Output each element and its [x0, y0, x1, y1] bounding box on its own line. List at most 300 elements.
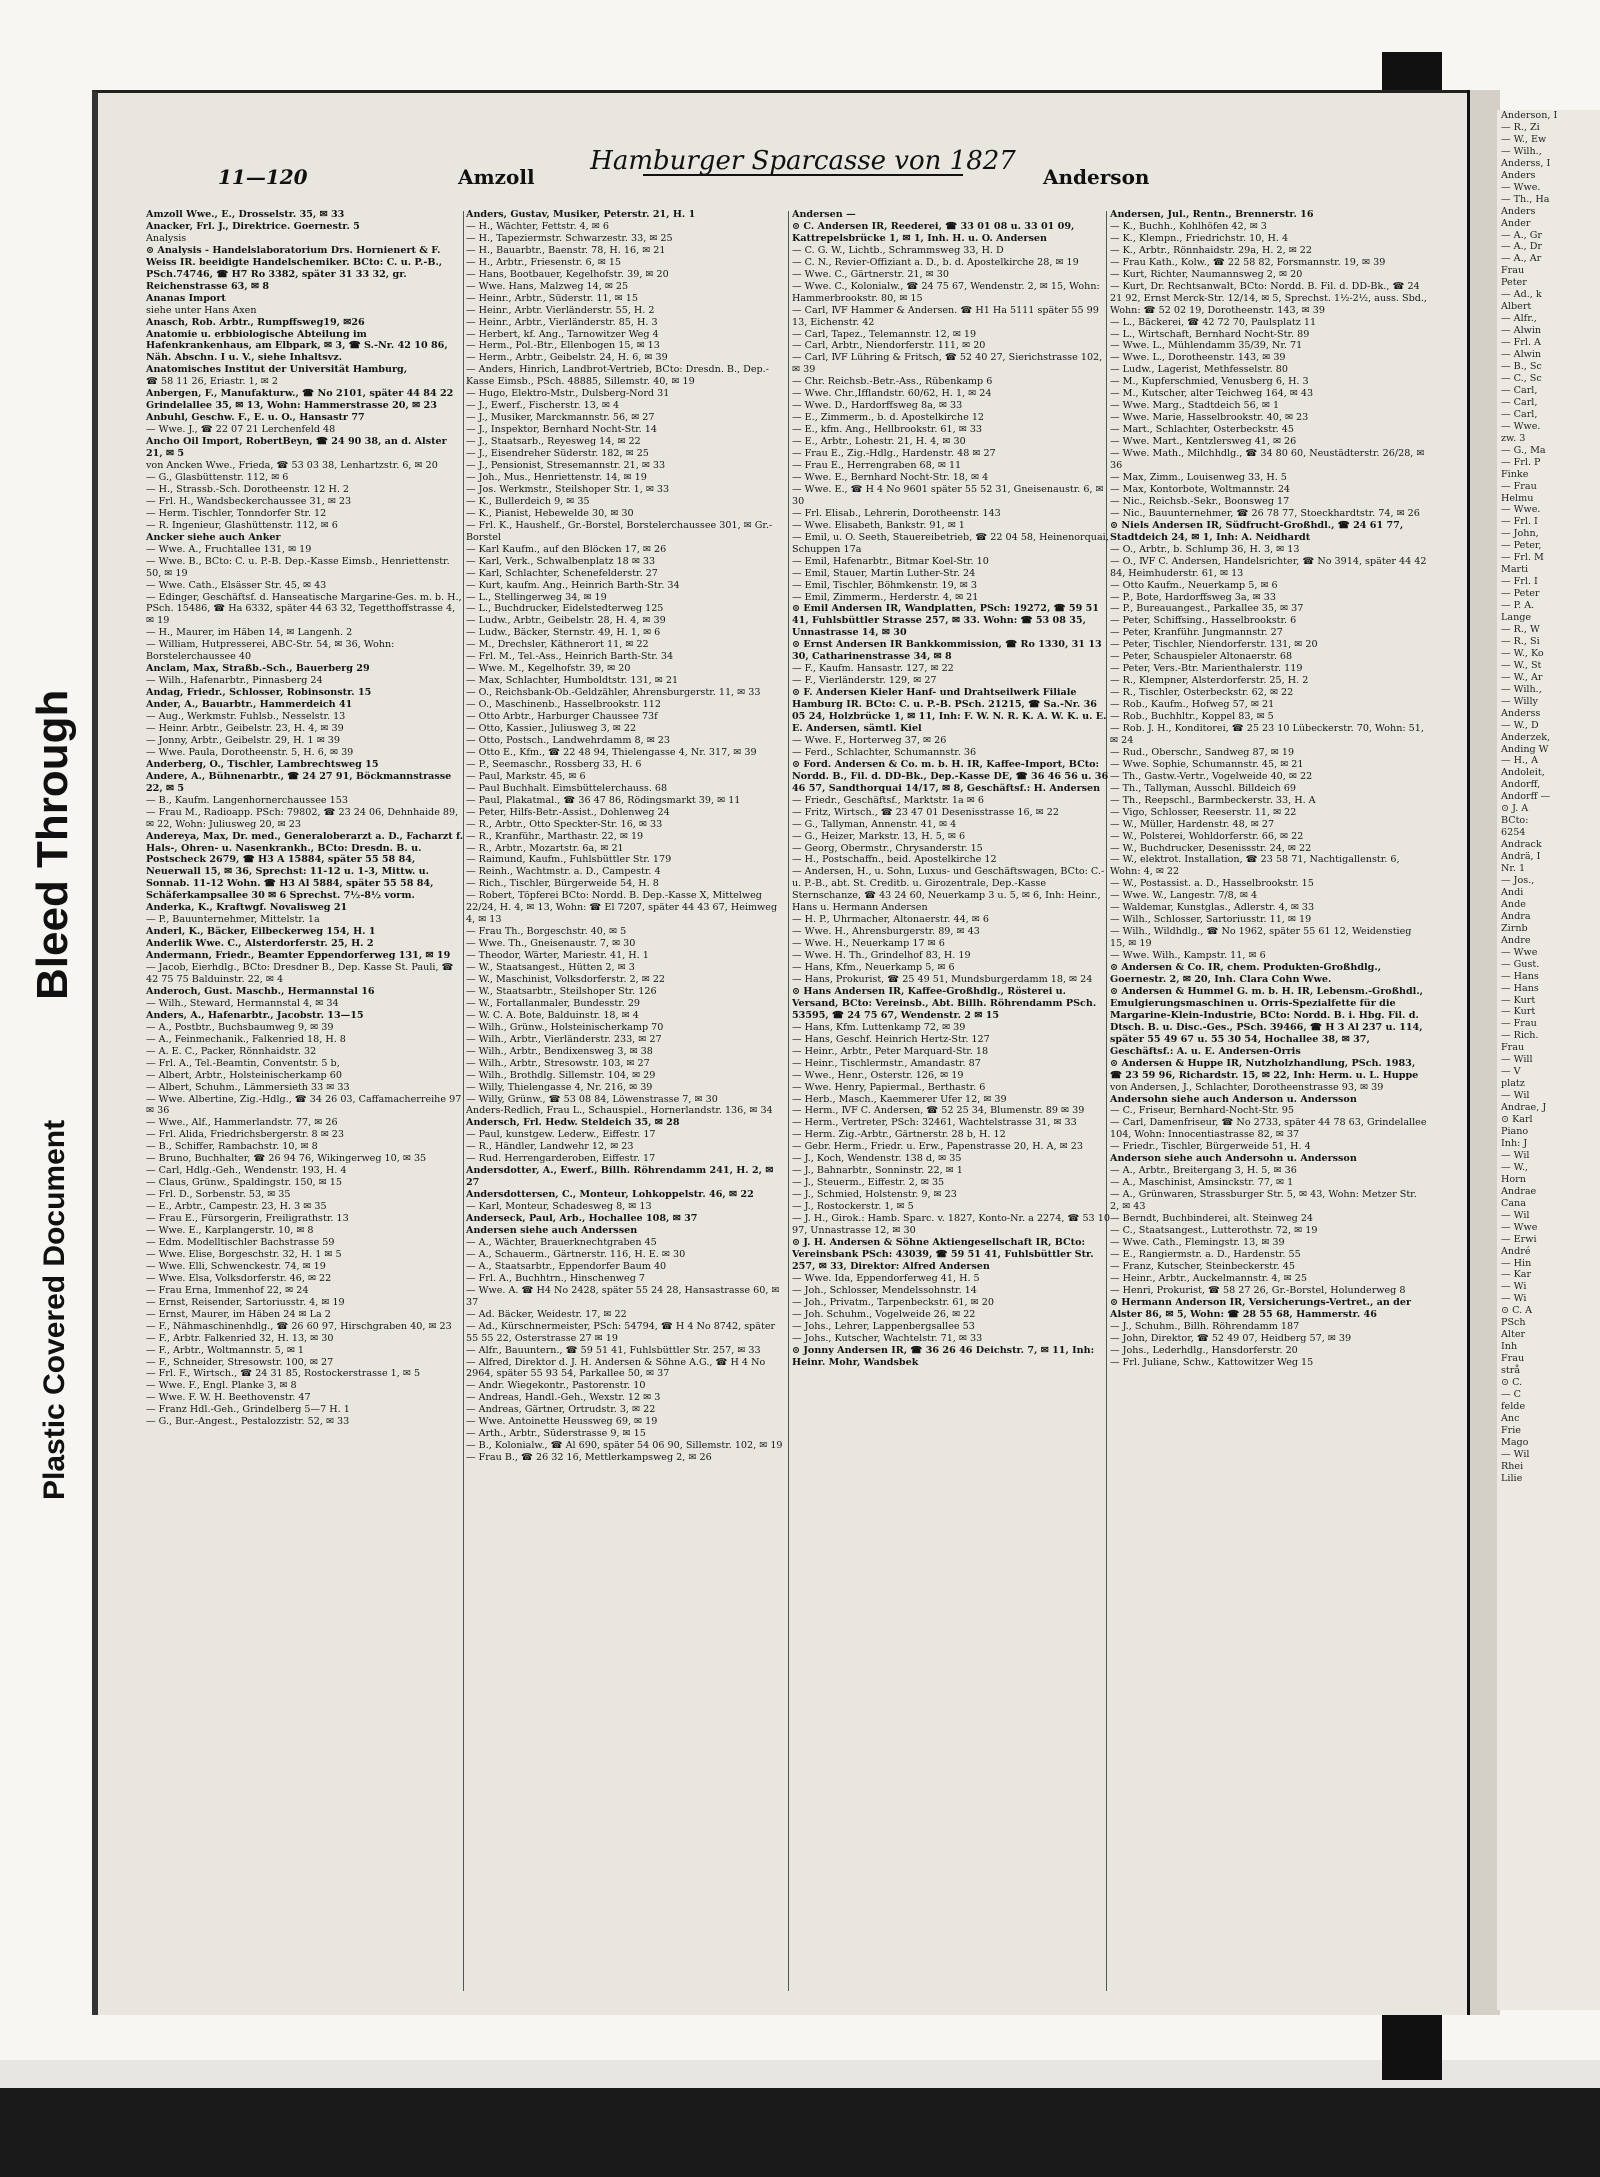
- directory-entry: — Reinh., Wachtmstr. a. D., Campestr. 4: [466, 866, 661, 878]
- directory-entry: — Wwe. B., BCto: C. u. P.-B. Dep.-Kasse Eimsb., Henriettenstr. 50, ✉ 19: [146, 555, 450, 579]
- directory-entry: — Wwe. J., ☎ 22 07 21 Lerchenfeld 48: [146, 424, 336, 436]
- directory-entry: — Wwe. Sophie, Schumannstr. 45, ✉ 21: [1110, 758, 1304, 770]
- adjacent-fragment: — John,: [1501, 528, 1539, 540]
- directory-entry: — Wwe. H. Th., Grindelhof 83, H. 19: [792, 950, 971, 962]
- directory-entry: Anders, A., Hafenarbtr., Jacobstr. 13—15: [146, 1009, 364, 1021]
- directory-entry: Andersdottersen, C., Monteur, Lohkoppelstr. 46, ✉ 22: [466, 1189, 754, 1201]
- directory-entry: — Frau E., Fürsorgerin, Freiligrathstr. 13: [146, 1213, 349, 1225]
- directory-entry: — O., Reichsbank-Ob.-Geldzähler, Ahrensburgerstr. 11, ✉ 33: [466, 687, 761, 699]
- directory-entry: — Wwe. E., Karplangerstr. 10, ✉ 8: [146, 1225, 314, 1237]
- directory-entry: — Frau Kath., Kolw., ☎ 22 58 82, Forsmannstr. 19, ✉ 39: [1110, 256, 1386, 268]
- adjacent-fragment: Andoleit,: [1501, 767, 1545, 779]
- directory-entry: — Hans, Kfm. Luttenkamp 72, ✉ 39: [792, 1021, 966, 1033]
- directory-entry: — M., Kupferschmied, Venusberg 6, H. 3: [1110, 376, 1309, 388]
- directory-entry: — Frau Th., Borgeschstr. 40, ✉ 5: [466, 926, 627, 938]
- directory-entry: — Frl. Alida, Friedrichsbergerstr. 8 ✉ 23: [146, 1129, 345, 1141]
- directory-entry: — Wwe. M., Kegelhofstr. 39, ✉ 20: [466, 663, 631, 675]
- directory-entry: — Mart., Schlachter, Osterbeckstr. 45: [1110, 424, 1294, 436]
- directory-entry: — E., kfm. Ang., Hellbrookstr. 61, ✉ 33: [792, 424, 983, 436]
- directory-entry: — Franz, Kutscher, Steinbeckerstr. 45: [1110, 1260, 1295, 1272]
- adjacent-fragment: — A., Gr: [1501, 229, 1542, 241]
- directory-entry: — Herm., Arbtr., Geibelstr. 24, H. 6, ✉ 39: [466, 352, 668, 364]
- directory-entry: ⊙ Andersen & Co. IR, chem. Produkten-Großhdlg., Goernestr. 2, ✉ 20, Inh. Clara Cohn Wwe.: [1110, 962, 1382, 985]
- directory-entry: — Heinr. Arbtr., Geibelstr. 23, H. 4, ✉ 39: [146, 722, 344, 734]
- directory-entry: — Wwe. A., Fruchtallee 131, ✉ 19: [146, 543, 312, 555]
- adjacent-fragment: Andorff,: [1501, 779, 1541, 791]
- adjacent-fragment: Piano: [1501, 1126, 1529, 1138]
- directory-entry: — Frl. H., Wandsbeckerchaussee 31, ✉ 23: [146, 495, 352, 507]
- directory-entry: — Wwe. C., Kolonialw., ☎ 24 75 67, Wendenstr. 2, ✉ 15, Wohn: Hammerbrookstr. 80, ✉ 15: [792, 280, 1100, 304]
- directory-entry: — W., Maschinist, Volksdorferstr. 2, ✉ 22: [466, 974, 666, 985]
- directory-entry: — William, Hutpresserei, ABC-Str. 54, ✉ 36, Wohn: Borstelerchaussee 40: [146, 639, 395, 663]
- directory-entry: — Carl, Hdlg.-Geh., Wendenstr. 193, H. 4: [146, 1165, 347, 1177]
- directory-entry: — K., Klempn., Friedrichstr. 10, H. 4: [1110, 232, 1289, 244]
- directory-entry: Andag, Friedr., Schlosser, Robinsonstr. 15: [146, 687, 372, 699]
- adjacent-fragment: — Hans: [1501, 970, 1539, 982]
- directory-entry: — K., Buchh., Kohlhöfen 42, ✉ 3: [1110, 220, 1267, 232]
- adjacent-fragment: — Frl. I: [1501, 516, 1538, 528]
- adjacent-fragment: — Wwe.: [1501, 420, 1541, 432]
- adjacent-fragment: — Rich.: [1501, 1030, 1539, 1042]
- directory-entry: — W., Staatsarbtr., Steilshoper Str. 126: [466, 985, 657, 997]
- adjacent-fragment: Anderss, I: [1501, 157, 1551, 169]
- directory-entry: — Joh., Schlosser, Mendelssohnstr. 14: [792, 1284, 977, 1296]
- directory-entry: — F., Schneider, Stresowstr. 100, ✉ 27: [146, 1356, 334, 1368]
- directory-entry: — Herbert, kf. Ang., Tarnowitzer Weg 4: [466, 328, 659, 340]
- directory-entry: — F., Kaufm. Hansastr. 127, ✉ 22: [792, 663, 954, 675]
- directory-entry: — Frl. Juliane, Schw., Kattowitzer Weg 15: [1110, 1356, 1314, 1368]
- directory-entry: — R., Händler, Landwehr 12, ✉ 23: [466, 1141, 634, 1153]
- directory-entry: — Herm., ⅣF C. Andersen, ☎ 52 25 34, Blumenstr. 89 ✉ 39: [792, 1105, 1085, 1117]
- directory-entry: — Wwe. Marg., Stadtdeich 56, ✉ 1: [1110, 400, 1280, 412]
- directory-entry: — Peter, Hilfs-Betr.-Assist., Dohlenweg 24: [466, 806, 670, 818]
- directory-entry: — J., Schuhm., Billh. Röhrendamm 187: [1110, 1320, 1300, 1332]
- directory-entry: — Wwe. Math., Milchhdlg., ☎ 34 80 60, Neustädterstr. 26/28, ✉ 36: [1110, 448, 1425, 472]
- adjacent-fragment: — Wil: [1501, 1149, 1530, 1161]
- directory-entry: — Nic., Bauunternehmer, ☎ 26 78 77, Stoeckhardtstr. 74, ✉ 26: [1110, 507, 1420, 519]
- directory-entry: — Ernst, Reisender, Sartoriusstr. 4, ✉ 19: [146, 1296, 345, 1308]
- directory-entry: Ananas Import: [146, 292, 226, 304]
- directory-entry: — Albert, Schuhm., Lämmersieth 33 ✉ 33: [146, 1081, 350, 1093]
- directory-entry: — Wwe. Antoinette Heussweg 69, ✉ 19: [466, 1416, 658, 1428]
- directory-entry: — Wwe. Elise, Borgeschstr. 32, H. 1 ✉ 5: [146, 1248, 342, 1260]
- adjacent-fragment: Inh: J: [1501, 1137, 1528, 1149]
- directory-entry: von Andersen, J., Schlachter, Dorotheenstrasse 93, ✉ 39: [1110, 1081, 1384, 1093]
- directory-entry: — Karl, Schlachter, Schenefelderstr. 27: [466, 567, 658, 579]
- directory-entry: — J., Eisendreher Süderstr. 182, ✉ 25: [466, 448, 649, 460]
- directory-entry: — Max, Kontorbote, Woltmannstr. 24: [1110, 483, 1291, 495]
- plastic-covered-label: Plastic Covered Document: [38, 1119, 71, 1500]
- directory-entry: Anacker, Frl. J., Direktrice. Goernestr. 5: [146, 220, 360, 232]
- logo-text: Hamburger Sparcasse von 1827: [590, 146, 1016, 176]
- directory-entry: Analysis: [146, 232, 187, 244]
- directory-entry: — Frau E., Herrengraben 68, ✉ 11: [792, 460, 962, 472]
- directory-entry: — Johs., Lederhdlg., Hansdorferstr. 20: [1110, 1344, 1298, 1356]
- directory-entry: — O., ⅣF C. Andersen, Handelsrichter, ☎ No 3914, später 44 42 84, Heimhuderstr. 61, ✉ 13: [1110, 555, 1427, 579]
- adjacent-fragment: — Wwe: [1501, 946, 1538, 958]
- adjacent-fragment: Frau: [1501, 1353, 1525, 1365]
- directory-entry: — Frl. D., Sorbenstr. 53, ✉ 35: [146, 1189, 291, 1201]
- directory-entry: — Henri, Prokurist, ☎ 58 27 26, Gr.-Borstel, Holunderweg 8: [1110, 1284, 1406, 1296]
- directory-entry: — Th., Tallyman, Ausschl. Billdeich 69: [1110, 782, 1297, 794]
- directory-entry: — F., Vierländerstr. 129, ✉ 27: [792, 675, 937, 687]
- directory-entry: Andere, A., Bühnenarbtr., ☎ 24 27 91, Böckmannstrasse 22, ✉ 5: [146, 770, 452, 794]
- directory-entry: — Wilh., Grünw., Holsteinischerkamp 70: [466, 1021, 664, 1033]
- directory-entry: ⊙ Analysis - Handelslaboratorium Drs. Hornienert & F. Weiss IR. beeidigte Handelschemiker. BCto: C. u. P.-B., PSch.74746, ☎ H7 Ro 3382, später 31 33 32, gr. Reichenstrasse 63, ✉ 8: [146, 244, 443, 292]
- directory-entry: — Frl. F., Wirtsch., ☎ 24 31 85, Rostockerstrasse 1, ✉ 5: [146, 1368, 421, 1380]
- adjacent-fragment: Anding W: [1501, 743, 1549, 755]
- directory-entry: — Jonny, Arbtr., Geibelstr. 29, H. 1 ✉ 39: [146, 734, 340, 746]
- directory-entry: — J., Rostockerstr. 1, ✉ 5: [792, 1201, 914, 1213]
- directory-entry: — O., Arbtr., b. Schlump 36, H. 3, ✉ 13: [1110, 543, 1300, 555]
- adjacent-fragment: — Kurt: [1501, 994, 1536, 1006]
- directory-entry: — Wwe. L., Mühlendamm 35/39, Nr. 71: [1110, 340, 1303, 352]
- directory-entry: Andersohn siehe auch Anderson u. Andersson: [1110, 1093, 1357, 1105]
- directory-entry: — C., Staatsangest., Lutterothstr. 72, ✉ 19: [1110, 1225, 1318, 1237]
- directory-entry: — Wilh., Hafenarbtr., Pinnasberg 24: [146, 675, 323, 687]
- directory-entry: ⊙ Andersen & Huppe IR, Nutzholzhandlung, PSch. 1983, ☎ 23 59 96, Richardstr. 15, ✉ 22, Inh: Herm. u. L. Huppe: [1110, 1057, 1419, 1081]
- directory-entry: — Frau Erna, Immenhof 22, ✉ 24: [146, 1284, 309, 1296]
- directory-entry: — Ad., Kürschnermeister, PSch: 54794, ☎ H 4 No 8742, später 55 55 22, Osterstrasse 27 ✉ 19: [466, 1320, 776, 1344]
- adjacent-fragment: — R., W: [1501, 623, 1540, 635]
- directory-entry: — Paul Buchhalt. Eimsbüttelerchauss. 68: [466, 782, 668, 794]
- directory-entry: — K., Arbtr., Rönnhaidstr. 29a, H. 2, ✉ 22: [1110, 244, 1313, 256]
- directory-entry: — Heinr., Arbtr. Vierländerstr. 55, H. 2: [466, 304, 655, 316]
- directory-entry: Anbuhl, Geschw. F., E. u. O., Hansastr 77: [146, 412, 365, 424]
- directory-entry: — Raimund, Kaufm., Fuhlsbüttler Str. 179: [466, 854, 672, 866]
- directory-entry: — Emil, Stauer, Martin Luther-Str. 24: [792, 567, 976, 579]
- adjacent-fragment: Rhei: [1501, 1460, 1524, 1472]
- directory-entry: — B., Schiffer, Rambachstr. 10, ✉ 8: [146, 1141, 318, 1153]
- adjacent-fragment: Lilie: [1501, 1472, 1523, 1484]
- directory-entry: — Paul, Markstr. 45, ✉ 6: [466, 770, 586, 782]
- directory-entry: — W., Staatsangest., Hütten 2, ✉ 3: [466, 962, 635, 974]
- directory-entry: — Wwe. A. ☎ H4 No 2428, später 55 24 28, Hansastrasse 60, ✉ 37: [466, 1284, 780, 1308]
- directory-entry: — F., Arbtr. Falkenried 32, H. 13, ✉ 30: [146, 1332, 334, 1344]
- directory-entry: — Johs., Kutscher, Wachtelstr. 71, ✉ 33: [792, 1332, 983, 1344]
- range-to: Anderson: [1043, 165, 1150, 189]
- directory-entry: — E., Zimmerm., b. d. Apostelkirche 12: [792, 412, 985, 424]
- directory-entry: Anderl, K., Bäcker, Eilbeckerweg 154, H. 1: [146, 926, 376, 938]
- directory-entry: — Jacob, Eierhdlg., BCto: Dresdner B., Dep. Kasse St. Pauli, ☎ 42 75 75 Balduinstr. 22, ✉ 4: [146, 962, 454, 985]
- directory-entry: — J., Staatsarb., Reyesweg 14, ✉ 22: [466, 436, 641, 448]
- directory-entry: ⊙ Niels Andersen IR, Südfrucht-Großhdl., ☎ 24 61 77, Stadtdeich 24, ✉ 1, Inh: A. Neidhardt: [1110, 519, 1404, 543]
- adjacent-fragment: Inh: [1501, 1341, 1518, 1353]
- directory-entry: — Wwe. F. W. H. Beethovenstr. 47: [146, 1392, 311, 1404]
- directory-entry: — Edinger, Geschäftsf. d. Hanseatische Margarine-Ges. m. b. H., PSch. 15486, ☎ Ha 6332, später 44 63 32, Tegetthoffstrasse 4, ✉ 19: [146, 591, 462, 627]
- column-1: [146, 209, 464, 1989]
- directory-entry: Anatomisches Institut der Universität Hamburg,: [146, 364, 408, 376]
- directory-entry: — Wwe. F., Horterweg 37, ✉ 26: [792, 734, 947, 746]
- adjacent-fragment: — W., Ko: [1501, 647, 1544, 659]
- directory-entry: Andersen, Jul., Rentn., Brennerstr. 16: [1110, 209, 1314, 220]
- directory-entry: — H., Tapeziermstr. Schwarzestr. 33, ✉ 25: [466, 232, 673, 244]
- directory-entry: — Wwe. Ida, Eppendorferweg 41, H. 5: [792, 1272, 980, 1284]
- adjacent-fragment: — A., Ar: [1501, 253, 1542, 265]
- adjacent-fragment: Andre: [1501, 934, 1531, 946]
- adjacent-fragment: — Th., Ha: [1501, 193, 1550, 205]
- directory-entry: — J., Steuerm., Eiffestr. 2, ✉ 35: [792, 1177, 945, 1189]
- adjacent-fragment: — C: [1501, 1388, 1521, 1400]
- adjacent-fragment: Anderzek,: [1501, 731, 1551, 743]
- directory-entry: Anclam, Max, Straßb.-Sch., Bauerberg 29: [146, 663, 370, 675]
- adjacent-fragment: — Wilh.,: [1501, 683, 1542, 695]
- directory-entry: — Wwe. Paula, Dorotheenstr. 5, H. 6, ✉ 39: [146, 746, 354, 758]
- directory-entry: — Johs., Lehrer, Lappenbergsallee 53: [792, 1320, 975, 1332]
- directory-entry: — Herb., Masch., Kaemmerer Ufer 12, ✉ 39: [792, 1093, 1007, 1105]
- directory-entry: — F., Arbtr., Woltmannstr. 5, ✉ 1: [146, 1344, 305, 1356]
- adjacent-fragment: André: [1501, 1245, 1531, 1257]
- adjacent-fragment: Anc: [1501, 1412, 1520, 1424]
- adjacent-fragment: Alter: [1501, 1329, 1526, 1341]
- directory-entry: — R., Kranführ., Marthastr. 22, ✉ 19: [466, 830, 644, 842]
- adjacent-fragment: — Kurt: [1501, 1006, 1536, 1018]
- adjacent-fragment: Andrä, I: [1501, 851, 1541, 863]
- directory-entry: — Wilh., Arbtr., Bendixensweg 3, ✉ 38: [466, 1045, 653, 1057]
- adjacent-fragment: Frau: [1501, 1042, 1525, 1054]
- directory-entry: — Wwe. H., Ahrensburgerstr. 89, ✉ 43: [792, 926, 980, 938]
- directory-entry: — Frl. K., Haushelf., Gr.-Borstel, Borstelerchaussee 301, ✉ Gr.-Borstel: [466, 519, 773, 543]
- directory-entry: — Herm., Vertreter, PSch: 32461, Wachtelstrasse 31, ✉ 33: [792, 1117, 1077, 1129]
- adjacent-fragment: — Gust.: [1501, 958, 1540, 970]
- directory-entry: — Alfr., Bauuntern., ☎ 59 51 41, Fuhlsbüttler Str. 257, ✉ 33: [466, 1344, 761, 1356]
- adjacent-fragment: Cana: [1501, 1197, 1526, 1209]
- directory-entry: — Frl. Elisab., Lehrerin, Dorotheenstr. 143: [792, 507, 1001, 519]
- directory-entry: — Joh., Mus., Henriettenstr. 14, ✉ 19: [466, 471, 647, 483]
- directory-entry: Andersen —: [792, 209, 856, 220]
- adjacent-page-text: [1501, 110, 1557, 1485]
- adjacent-fragment: Andorff —: [1501, 791, 1551, 803]
- directory-entry: — O., Maschinenb., Hasselbrookstr. 112: [466, 699, 661, 711]
- column-3: [792, 209, 1110, 1989]
- directory-entry: — Rob., Buchhltr., Koppel 83, ✉ 5: [1110, 711, 1274, 723]
- directory-entry: — Chr. Reichsb.-Betr.-Ass., Rübenkamp 6: [792, 376, 993, 388]
- directory-entry: — A., Feinmechanik., Falkenried 18, H. 8: [146, 1033, 346, 1045]
- adjacent-fragment: — W., D: [1501, 719, 1539, 731]
- directory-entry: ⊙ J. H. Andersen & Söhne Aktiengesellschaft IR, BCto: Vereinsbank PSch: 43039, ☎ 59 51 41, Fuhlsbüttler Str. 257, ✉ 33, Direktor: Alfred Andersen: [792, 1236, 1094, 1272]
- adjacent-fragment: — Frl. A: [1501, 337, 1541, 349]
- directory-entry: — Ernst, Maurer, im Häben 24 ✉ La 2: [146, 1308, 331, 1320]
- directory-entry: — Kurt, Richter, Naumannsweg 2, ✉ 20: [1110, 268, 1303, 280]
- directory-entry: — J., Ewerf., Fischerstr. 13, ✉ 4: [466, 400, 620, 412]
- adjacent-fragment: — G., Ma: [1501, 444, 1546, 456]
- page-number: 11—120: [218, 165, 308, 189]
- directory-entry: — Wwe. C., Gärtnerstr. 21, ✉ 30: [792, 268, 949, 280]
- directory-entry: Anbergen, F., Manufakturw., ☎ No 2101, später 44 84 22 Grindelallee 35, ✉ 13, Wohn: Hammerstrasse 20, ✉ 23: [146, 388, 454, 412]
- directory-entry: ⊙ Andersen & Hummel G. m. b. H. IR, Lebensm.-Großhdl., Emulgierungsmaschinen u. Orris-Spezialfette für die Margarine-Klein-Industrie, BCto: Nordd. B. i. Hbg. Fil. d. Dtsch. B. u. Disc.-Ges., PSch. 39466, ☎ H 3 Al 237 u. 114, später 55 49 67 u. 55 30 54, Hochallee 38, ✉ 37, Geschäftsf.: A. u. E. Andersen-Orris: [1110, 985, 1424, 1057]
- adjacent-fragment: — Ad., k: [1501, 289, 1542, 301]
- directory-entry: — Carl, Tapez., Telemannstr. 12, ✉ 19: [792, 328, 977, 340]
- adjacent-fragment: felde: [1501, 1400, 1526, 1412]
- directory-entry: Amzoll Wwe., E., Drosselstr. 35, ✉ 33: [146, 209, 345, 220]
- directory-entry: — B., Kaufm. Langenhornerchaussee 153: [146, 794, 348, 806]
- directory-entry: — G., Bur.-Angest., Pestalozzistr. 52, ✉ 33: [146, 1416, 350, 1428]
- column-2: [466, 209, 784, 1989]
- adjacent-fragment: — Wi: [1501, 1293, 1527, 1305]
- adjacent-fragment: Zirnb: [1501, 922, 1528, 934]
- adjacent-fragment: — Jos.,: [1501, 875, 1535, 886]
- directory-entry: — W., Postassist. a. D., Hasselbrookstr. 15: [1110, 878, 1314, 890]
- adjacent-fragment: — Alwin: [1501, 325, 1542, 337]
- directory-entry: — Frl. A., Buchhtrn., Hinschenweg 7: [466, 1272, 645, 1284]
- directory-entry: — Nic., Reichsb.-Sekr., Boonsweg 17: [1110, 495, 1290, 507]
- directory-entry: — Vigo, Schlosser, Reeserstr. 11, ✉ 22: [1110, 806, 1297, 818]
- directory-entry: ⊙ Hans Andersen IR, Kaffee-Großhdlg., Rösterei u. Versand, BCto: Vereinsb., Abt. Billh. Röhrendamm PSch. 53595, ☎ 24 75 67, Wendenstr. 2 ✉ 15: [792, 985, 1097, 1021]
- directory-entry: — H., Maurer, im Häben 14, ✉ Langenh. 2: [146, 627, 353, 639]
- directory-entry: — B., Kolonialw., ☎ Al 690, später 54 06 90, Sillemstr. 102, ✉ 19: [466, 1440, 783, 1452]
- directory-entry: — P., Bote, Hardorffsweg 3a, ✉ 33: [1110, 591, 1276, 603]
- directory-entry: — Wwe. Marie, Hasselbrookstr. 40, ✉ 23: [1110, 412, 1309, 424]
- directory-entry: — Max, Zimm., Louisenweg 33, H. 5: [1110, 471, 1287, 483]
- directory-entry: — P., Bauunternehmer, Mittelstr. 1a: [146, 914, 320, 926]
- directory-entry: — Emil, Tischler, Böhmkenstr. 19, ✉ 3: [792, 579, 977, 591]
- directory-entry: — Gebr. Herm., Friedr. u. Erw., Papenstrasse 20, H. A, ✉ 23: [792, 1141, 1083, 1153]
- directory-entry: — Peter, Kranführ. Jungmannstr. 27: [1110, 627, 1283, 639]
- directory-entry: — Wwe. Hans, Malzweg 14, ✉ 25: [466, 280, 629, 292]
- directory-entry: — Rud. Herrengarderoben, Eiffestr. 17: [466, 1153, 656, 1165]
- directory-entry: — Kurt, Dr. Rechtsanwalt, BCto: Nordd. B. Fil. d. DD-Bk., ☎ 24 21 92, Ernst Merck-Str. 12/14, ✉ 5, Sprechst. 1½-2½, auss. Sbd., Wohn: ☎ 52 02 19, Dorotheenstr. 143, ✉ 39: [1110, 280, 1427, 316]
- directory-entry: — E., Rangiermstr. a. D., Hardenstr. 55: [1110, 1248, 1301, 1260]
- directory-entry: Anderoch, Gust. Maschb., Hermannstal 16: [146, 985, 375, 997]
- adjacent-fragment: PSch: [1501, 1317, 1526, 1329]
- adjacent-fragment: — Will: [1501, 1054, 1533, 1066]
- adjacent-fragment: Lange: [1501, 612, 1532, 624]
- directory-entry: — G., Glasbüttenstr. 112, ✉ 6: [146, 471, 289, 483]
- adjacent-fragment: Anders: [1501, 169, 1536, 181]
- directory-entry: — Aug., Werkmstr. Fuhlsb., Nesselstr. 13: [146, 711, 346, 723]
- directory-entry: — Hans, Kfm., Neuerkamp 5, ✉ 6: [792, 962, 955, 974]
- adjacent-fragment: Frie: [1501, 1424, 1521, 1436]
- directory-entry: Anderberg, O., Tischler, Lambrechtsweg 15: [146, 758, 379, 770]
- column-rule: [788, 211, 789, 1991]
- adjacent-fragment: — A., Dr: [1501, 241, 1542, 253]
- directory-entry: — Ludw., Bäcker, Sternstr. 49, H. 1, ✉ 6: [466, 627, 661, 639]
- directory-entry: — J., Bahnarbtr., Sonninstr. 22, ✉ 1: [792, 1165, 963, 1177]
- adjacent-fragment: zw. 3: [1501, 432, 1526, 444]
- directory-entry: — P., Bureauangest., Parkallee 35, ✉ 37: [1110, 603, 1304, 615]
- directory-entry: von Ancken Wwe., Frieda, ☎ 53 03 38, Lenhartzstr. 6, ✉ 20: [146, 460, 438, 472]
- directory-entry: Anderson siehe auch Andersohn u. Andersson: [1110, 1153, 1357, 1165]
- directory-entry: — Frl. A., Tel.-Beamtin, Conventstr. 5 b,: [146, 1057, 340, 1069]
- adjacent-fragment: — Frau: [1501, 1018, 1537, 1030]
- directory-entry: — A., Maschinist, Amsinckstr. 77, ✉ 1: [1110, 1177, 1294, 1189]
- directory-entry: — Hans, Geschf. Heinrich Hertz-Str. 127: [792, 1033, 990, 1045]
- adjacent-fragment: BCto:: [1501, 815, 1529, 827]
- directory-entry: — Wilh., Steward, Hermannstal 4, ✉ 34: [146, 997, 339, 1009]
- directory-entry: — Wwe. Henry, Papiermal., Berthastr. 6: [792, 1081, 986, 1093]
- directory-entry: — Waldemar, Kunstglas., Adlerstr. 4, ✉ 33: [1110, 902, 1315, 914]
- adjacent-fragment: — W., St: [1501, 659, 1542, 671]
- directory-entry: — J., Schmied, Holstenstr. 9, ✉ 23: [792, 1189, 957, 1201]
- directory-entry: — Ad. Bäcker, Weidestr. 17, ✉ 22: [466, 1308, 627, 1320]
- adjacent-fragment: — C., Sc: [1501, 372, 1542, 384]
- book-spine: [1467, 90, 1500, 2015]
- directory-entry: — P., Seemaschr., Rossberg 33, H. 6: [466, 758, 642, 770]
- directory-entry: — Wwe., Alf., Hammerlandstr. 77, ✉ 26: [146, 1117, 338, 1129]
- directory-entry: — Albert, Arbtr., Holsteinischerkamp 60: [146, 1069, 342, 1081]
- directory-entry: — Hugo, Elektro-Mstr., Dulsberg-Nord 31: [466, 388, 670, 400]
- adjacent-fragment: ⊙ J. A: [1501, 803, 1529, 815]
- adjacent-fragment: Andrack: [1501, 839, 1542, 851]
- directory-entry: — L., Buchdrucker, Eidelstedterweg 125: [466, 603, 664, 615]
- adjacent-fragment: — R., Si: [1501, 635, 1540, 647]
- directory-entry: — A., Arbtr., Breitergang 3, H. 5, ✉ 36: [1110, 1165, 1297, 1177]
- adjacent-fragment: Albert: [1501, 301, 1532, 313]
- directory-entry: — W., Buchdrucker, Desenissstr. 24, ✉ 22: [1110, 842, 1312, 854]
- directory-entry: — Wwe. Elsa, Volksdorferstr. 46, ✉ 22: [146, 1272, 332, 1284]
- directory-entry: — Willy, Thielengasse 4, Nr. 216, ✉ 39: [466, 1081, 653, 1093]
- directory-entry: — Emil, Hafenarbtr., Bitmar Koel-Str. 10: [792, 555, 989, 567]
- directory-entry: — Carl, Arbtr., Niendorferstr. 111, ✉ 20: [792, 340, 986, 352]
- directory-entry: — C. N., Revier-Offiziant a. D., b. d. Apostelkirche 28, ✉ 19: [792, 256, 1079, 268]
- adjacent-fragment: strå: [1501, 1365, 1521, 1377]
- directory-entry: — Wwe. H., Neuerkamp 17 ✉ 6: [792, 938, 945, 950]
- directory-entry: Anderlik Wwe. C., Alsterdorferstr. 25, H. 2: [146, 938, 374, 950]
- directory-entry: — Karl, Verk., Schwalbenplatz 18 ✉ 33: [466, 555, 656, 567]
- adjacent-fragment: Mago: [1501, 1436, 1529, 1448]
- directory-entry: — Robert, Töpferei BCto: Nordd. B. Dep.-Kasse X, Mittelweg 22/24, H. 4, ✉ 13, Wohn: ☎ El 7207, später 44 43 67, Heimweg 4, ✉ 13: [466, 890, 778, 926]
- adjacent-fragment: Frau: [1501, 265, 1525, 277]
- column-4: [1110, 209, 1428, 1989]
- adjacent-fragment: — Wilh.,: [1501, 145, 1542, 157]
- directory-entry: — Joh., Privatm., Tarpenbeckstr. 61, ✉ 20: [792, 1296, 994, 1308]
- directory-entry: siehe unter Hans Axen: [146, 304, 257, 316]
- directory-entry: — Otto, Kassier., Juliusweg 3, ✉ 22: [466, 722, 637, 734]
- adjacent-fragment: Ande: [1501, 898, 1526, 910]
- directory-entry: — Andr. Wiegekontr., Pastorenstr. 10: [466, 1380, 646, 1392]
- directory-entry: — A., Wächter, Brauerknechtgraben 45: [466, 1236, 657, 1248]
- directory-entry: — Wwe., Henr., Osterstr. 126, ✉ 19: [792, 1069, 964, 1081]
- adjacent-fragment: — Frl. I: [1501, 576, 1538, 588]
- directory-entry: — G., Tallyman, Annenstr. 41, ✉ 4: [792, 818, 957, 830]
- adjacent-fragment: — Frl. M: [1501, 552, 1544, 564]
- directory-entry: — Frau B., ☎ 26 32 16, Mettlerkampsweg 2, ✉ 26: [466, 1452, 712, 1464]
- bleed-through-label: Bleed Through: [28, 689, 77, 1000]
- directory-entry: — Alfred, Direktor d. J. H. Andersen & Söhne A.G., ☎ H 4 No 2964, später 55 93 54, Parkallee 50, ✉ 37: [466, 1356, 766, 1380]
- directory-entry: — A., Staatsarbtr., Eppendorfer Baum 40: [466, 1260, 667, 1272]
- directory-entry: — Wwe. Mart., Kentzlersweg 41, ✉ 26: [1110, 436, 1297, 448]
- directory-entry: — Max, Schlachter, Humboldtstr. 131, ✉ 21: [466, 675, 679, 687]
- directory-entry: — Heinr., Arbtr., Süderstr. 11, ✉ 15: [466, 292, 638, 304]
- adjacent-fragment: Nr. 1: [1501, 863, 1526, 875]
- directory-entry: ⊙ Ford. Andersen & Co. m. b. H. IR, Kaffee-Import, BCto: Nordd. B., Fil. d. DD-Bk., Dep.-Kasse DE, ☎ 36 46 56 u. 36 46 57, Sandthorquai 14/17, ✉ 8, Geschäftsf.: H. Andersen: [792, 758, 1109, 794]
- adjacent-fragment: — Wwe.: [1501, 181, 1541, 193]
- directory-entry: — R., Arbtr., Mozartstr. 6a, ✉ 21: [466, 842, 624, 854]
- directory-entry: — W., Polsterei, Wohldorferstr. 66, ✉ 22: [1110, 830, 1304, 842]
- directory-entry: — Hans, Prokurist, ☎ 25 49 51, Mundsburgerdamm 18, ✉ 24: [792, 974, 1093, 985]
- directory-entry: — Paul, kunstgew. Lederw., Eiffestr. 17: [466, 1129, 656, 1141]
- directory-entry: — Heinr., Arbtr., Vierländerstr. 85, H. 3: [466, 316, 658, 328]
- directory-entry: — Carl, ⅣF Lühring & Fritsch, ☎ 52 40 27, Sierichstrasse 102, ✉ 39: [792, 352, 1103, 376]
- directory-entry: — C. G. W., Lichtb., Schrammsweg 33, H. D: [792, 244, 1004, 256]
- adjacent-fragment: — Wil: [1501, 1448, 1530, 1460]
- adjacent-fragment: Finke: [1501, 468, 1529, 480]
- directory-entry: — M., Kutscher, alter Teichweg 164, ✉ 43: [1110, 388, 1314, 400]
- directory-entry: — Ferd., Schlachter, Schumannstr. 36: [792, 746, 977, 758]
- adjacent-fragment: — Wwe.: [1501, 504, 1541, 516]
- adjacent-fragment: Helmu: [1501, 492, 1534, 504]
- directory-entry: — Paul, Plakatmal., ☎ 36 47 86, Rödingsmarkt 39, ✉ 11: [466, 794, 741, 806]
- directory-entry: — Heinr., Arbtr., Peter Marquard-Str. 18: [792, 1045, 989, 1057]
- adjacent-fragment: — V: [1501, 1066, 1521, 1078]
- adjacent-fragment: platz: [1501, 1078, 1525, 1090]
- adjacent-fragment: — P. A.: [1501, 600, 1535, 612]
- directory-entry: ⊙ C. Andersen IR, Reederei, ☎ 33 01 08 u. 33 01 09, Kattrepelsbrücke 1, ✉ 1, Inh. H. u. O. Andersen: [792, 220, 1075, 244]
- directory-entry: Andersdotter, A., Ewerf., Billh. Röhrendamm 241, H. 2, ✉ 27: [466, 1165, 774, 1189]
- directory-entry: — L., Wirtschaft, Bernhard Nocht-Str. 89: [1110, 328, 1310, 340]
- directory-entry: ⊙ Hermann Anderson IR, Versicherungs-Vertret., an der Alster 86, ✉ 5, Wohn: ☎ 28 55 68, Hammerstr. 46: [1110, 1296, 1412, 1320]
- directory-entry: — Wwe. Cath., Flemingstr. 13, ✉ 39: [1110, 1236, 1285, 1248]
